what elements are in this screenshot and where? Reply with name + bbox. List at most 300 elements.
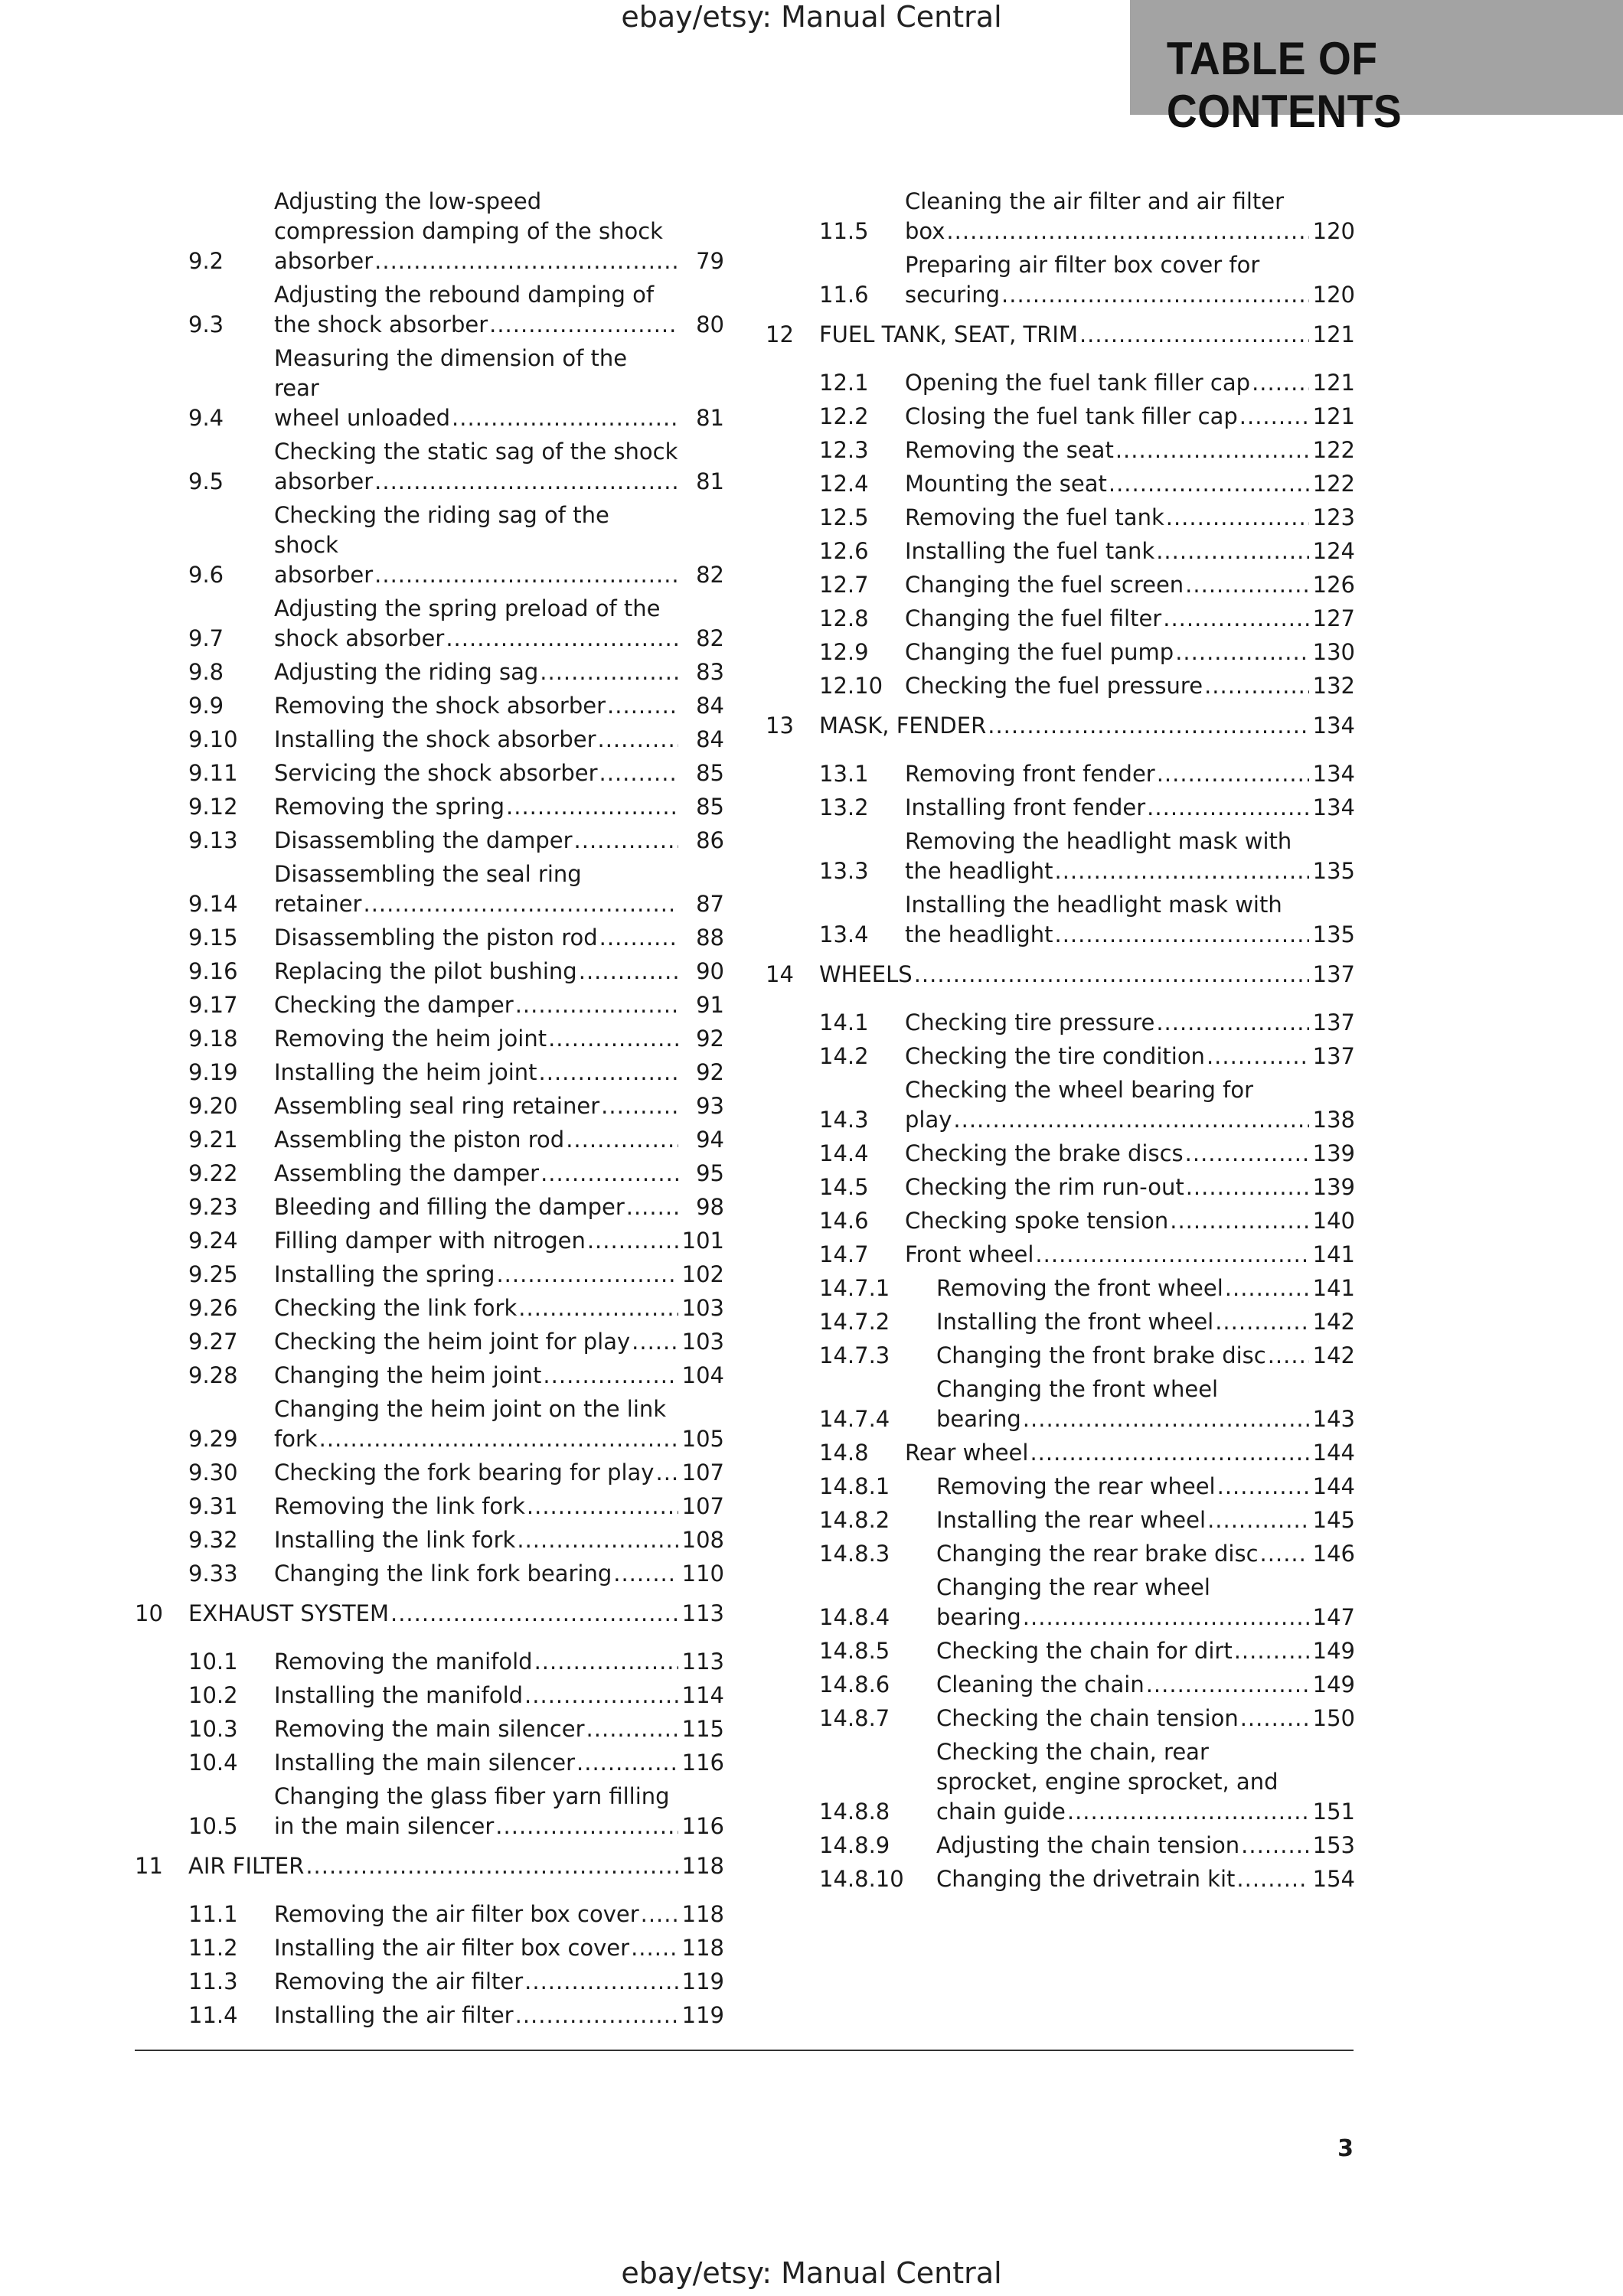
toc-entry[interactable] [135,1361,724,1391]
toc-entry[interactable] [766,638,1355,667]
toc-entry-page: 122 [1312,471,1355,497]
toc-entry-number: 9.31 [188,1493,238,1519]
toc-entry-title [274,1525,678,1555]
toc-entry-page: 147 [1312,1604,1355,1630]
toc-entry-page: 114 [681,1682,724,1708]
dot-leader [945,217,1309,246]
toc-entry[interactable] [766,793,1355,823]
dot-leader [1053,856,1309,886]
toc-entry-page: 107 [681,1493,724,1519]
toc-entry-title-line: Closing the fuel tank filler cap [905,403,1238,429]
toc-entry[interactable] [135,1125,724,1155]
toc-entry-title [188,1851,678,1881]
toc-entry[interactable] [766,1539,1355,1569]
toc-entry-title [274,1967,678,1997]
toc-chapter-entry[interactable] [766,960,1355,990]
toc-entry[interactable] [766,1172,1355,1202]
toc-entry[interactable] [766,1831,1355,1861]
toc-entry[interactable] [766,1240,1355,1270]
dot-leader [1021,1404,1309,1434]
toc-entry-title [905,1042,1309,1071]
toc-entry-title [936,1864,1309,1894]
toc-entry-page: 151 [1312,1799,1355,1825]
toc-entry[interactable] [135,1933,724,1963]
toc-entry-page: 118 [681,1853,724,1879]
dot-leader [1066,1797,1309,1827]
toc-entry-title [936,1573,1309,1632]
dot-leader [1223,1274,1309,1303]
toc-entry-title-line: Changing the fuel pump [905,639,1174,665]
toc-entry[interactable] [135,594,724,654]
toc-entry-title-line: Opening the fuel tank filler cap [905,370,1251,396]
toc-entry-title-line: Removing front fender [905,761,1155,787]
toc-entry-title-line: Installing the heim joint [274,1059,537,1085]
toc-entry[interactable] [766,759,1355,789]
toc-entry-page: 124 [1312,538,1355,564]
toc-entry-number: 9.24 [188,1228,238,1254]
toc-entry-title [274,344,678,433]
toc-entry-number: 14.7.3 [819,1342,890,1368]
toc-entry-page: 91 [696,992,724,1018]
toc-entry[interactable] [135,1559,724,1589]
toc-entry-title [936,1704,1309,1733]
toc-entry[interactable] [766,1864,1355,1894]
toc-entry-title [274,923,678,953]
toc-entry-page: 102 [681,1261,724,1287]
toc-entry-title [274,1058,678,1088]
toc-entry-title [905,1075,1309,1135]
toc-entry-title-line: EXHAUST SYSTEM [188,1600,389,1626]
toc-entry[interactable] [766,827,1355,886]
toc-entry-number: 11.3 [188,1968,238,1994]
toc-entry[interactable] [766,1375,1355,1434]
toc-entry-page: 121 [1312,403,1355,429]
toc-entry-title-line: Changing the fuel screen [905,572,1184,598]
toc-entry-title [274,1024,678,1054]
toc-entry-title-line: Installing the headlight mask with [905,892,1282,918]
toc-entry-title [819,711,1309,741]
toc-entry[interactable] [766,671,1355,701]
toc-entry[interactable] [135,1525,724,1555]
toc-entry-title-line: Removing the fuel tank [905,504,1164,530]
toc-entry-number: 10.1 [188,1649,238,1675]
dot-leader [1114,435,1309,465]
toc-entry-title-line: Checking the heim joint for play [274,1329,631,1355]
toc-entry-title-line: bearing [936,1406,1021,1432]
toc-entry[interactable] [766,1042,1355,1071]
dot-leader [1250,368,1309,398]
dot-leader [1145,1670,1309,1700]
toc-entry-title-line: Changing the rear brake disc [936,1541,1259,1567]
toc-entry-number: 14.8 [819,1440,869,1466]
toc-entry-number: 12.1 [819,370,869,396]
toc-entry-title [819,320,1309,350]
toc-entry-title [905,469,1309,499]
toc-entry-title [274,1361,678,1391]
toc-entry-title-line: Removing the headlight mask with [905,828,1292,854]
toc-entry[interactable] [135,1159,724,1189]
toc-entry-title-line: Removing the rear wheel [936,1473,1216,1499]
toc-entry-number: 9.11 [188,760,238,786]
toc-entry[interactable] [766,1505,1355,1535]
toc-entry[interactable] [135,1293,724,1323]
toc-entry-page: 142 [1312,1342,1355,1368]
dot-leader [575,1748,678,1778]
toc-chapter-entry[interactable] [766,711,1355,741]
toc-entry-page: 137 [1312,961,1355,987]
toc-entry[interactable] [766,1573,1355,1632]
toc-entry-title [905,250,1309,310]
dot-leader [654,1458,678,1488]
dot-leader [913,960,1309,990]
toc-entry-title [274,1125,678,1155]
dot-leader [361,889,678,919]
toc-entry-number: 9.3 [188,311,224,338]
toc-entry-title-line: Installing the front wheel [936,1309,1214,1335]
toc-entry-title-line: Installing the fuel tank [905,538,1155,564]
dot-leader [630,1327,678,1357]
toc-entry-title-line: Adjusting the rebound damping of [274,282,655,308]
toc-entry-page: 87 [696,891,724,917]
toc-entry[interactable] [135,1394,724,1454]
toc-entry-number: 14.5 [819,1174,869,1200]
toc-entry[interactable] [135,280,724,340]
toc-entry-number: 14.2 [819,1043,869,1069]
toc-entry-title [274,1192,678,1222]
toc-entry-page: 82 [696,625,724,651]
toc-entry[interactable] [135,1192,724,1222]
dot-leader [1259,1539,1309,1569]
toc-entry[interactable] [135,1782,724,1841]
toc-entry-title-line: Assembling the damper [274,1160,540,1186]
dot-leader [495,1260,678,1290]
toc-entry-title-line: FUEL TANK, SEAT, TRIM [819,321,1078,347]
toc-entry[interactable] [766,1737,1355,1827]
toc-entry-number: 9.8 [188,659,224,685]
toc-entry-number: 9.4 [188,405,224,431]
toc-entry-number: 9.17 [188,992,238,1018]
toc-entry-title [274,859,678,919]
toc-chapter-entry[interactable] [135,1851,724,1881]
toc-entry-title-line: AIR FILTER [188,1853,305,1879]
toc-entry-title-line: compression damping of the shock [274,218,663,244]
toc-entry[interactable] [766,1472,1355,1502]
toc-entry-title-line: Removing the main silencer [274,1716,585,1742]
toc-entry-title [274,501,678,590]
toc-entry-title-line: Checking the chain for dirt [936,1638,1233,1664]
toc-entry-title-line: bearing [936,1604,1021,1630]
toc-entry-number: 9.26 [188,1295,238,1321]
toc-entry-title-line: Checking spoke tension [905,1208,1169,1234]
toc-entry-title-line: Changing the rear wheel [936,1574,1210,1600]
toc-entry[interactable] [135,1260,724,1290]
toc-entry[interactable] [766,368,1355,398]
toc-entry[interactable] [135,691,724,721]
toc-entry[interactable] [135,1748,724,1778]
toc-entry[interactable] [135,1681,724,1711]
toc-entry-title-line: in the main silencer [274,1813,495,1839]
toc-entry[interactable] [766,402,1355,432]
toc-entry[interactable] [135,1226,724,1256]
toc-entry[interactable] [766,570,1355,600]
toc-entry-page: 150 [1312,1705,1355,1731]
toc-entry-number: 12.9 [819,639,869,665]
toc-entry[interactable] [766,1307,1355,1337]
toc-entry-title [274,1559,678,1589]
toc-entry-number: 10.5 [188,1813,238,1839]
toc-entry-title-line: Installing the shock absorber [274,726,596,752]
toc-entry-title [936,1505,1309,1535]
dot-leader [525,1492,678,1521]
toc-entry-number: 9.28 [188,1362,238,1388]
toc-entry-number: 9.19 [188,1059,238,1085]
toc-entry-page: 120 [1312,218,1355,244]
toc-entry-title-line: the headlight [905,921,1053,947]
toc-entry-title [274,1492,678,1521]
dot-leader [585,1714,678,1744]
toc-entry[interactable] [135,1091,724,1121]
toc-entry[interactable] [135,1900,724,1929]
toc-entry-title-line: absorber [274,468,374,494]
toc-entry-number: 9.18 [188,1026,238,1052]
toc-entry-title [905,1438,1309,1468]
toc-entry-title-line: Installing the air filter [274,2002,514,2028]
toc-entry-title [905,1008,1309,1038]
toc-entry-page: 85 [696,760,724,786]
toc-entry[interactable] [766,1139,1355,1169]
toc-entry-title [936,1375,1309,1434]
toc-entry-page: 86 [696,827,724,853]
dot-leader [450,403,678,433]
toc-entry-page: 84 [696,726,724,752]
toc-entry[interactable] [766,1704,1355,1733]
toc-chapter-entry[interactable] [766,320,1355,350]
toc-entry-title [274,758,678,788]
toc-entry[interactable] [135,437,724,497]
dot-leader [1021,1603,1309,1632]
toc-entry-title-line: Adjusting the riding sag [274,659,539,685]
toc-entry[interactable] [135,1327,724,1357]
toc-entry-title-line: Preparing air filter box cover for [905,252,1260,278]
toc-entry-page: 90 [696,958,724,984]
toc-entry[interactable] [135,1492,724,1521]
toc-entry[interactable] [135,923,724,953]
dot-leader [1168,1206,1309,1236]
toc-entry-number: 10.3 [188,1716,238,1742]
toc-entry-page: 118 [681,1901,724,1927]
toc-entry[interactable] [135,1458,724,1488]
toc-entry-title [274,1647,678,1677]
toc-entry-number: 14.7.4 [819,1406,890,1432]
toc-entry-number: 9.33 [188,1561,238,1587]
toc-entry-title-line: Assembling seal ring retainer [274,1093,600,1119]
toc-entry-title-line: Servicing the shock absorber [274,760,598,786]
toc-entry-page: 143 [1312,1406,1355,1432]
toc-entry[interactable] [135,1967,724,1997]
toc-entry[interactable] [135,187,724,276]
dot-leader [488,310,678,340]
toc-entry[interactable] [135,758,724,788]
toc-entry[interactable] [766,1274,1355,1303]
toc-entry-number: 14 [766,961,794,987]
toc-entry-page: 113 [681,1649,724,1675]
dot-leader [564,1125,678,1155]
toc-entry-page: 81 [696,468,724,494]
toc-entry-title-line: the headlight [905,858,1053,884]
toc-entry-number: 9.5 [188,468,224,494]
toc-entry-number: 12.5 [819,504,869,530]
watermark-top: ebay/etsy: Manual Central [621,0,1002,34]
toc-entry-title-line: Checking the riding sag of the shock [274,502,609,558]
toc-entry[interactable] [135,725,724,755]
toc-entry-number: 10.2 [188,1682,238,1708]
toc-entry-page: 79 [696,248,724,274]
dot-leader [373,560,678,590]
dot-leader [505,792,678,822]
toc-chapter-entry[interactable] [135,1599,724,1629]
toc-entry[interactable] [766,503,1355,533]
toc-entry-title [274,957,678,987]
toc-entry[interactable] [135,344,724,433]
toc-entry-number: 14.8.7 [819,1705,890,1731]
toc-entry-number: 14.8.9 [819,1832,890,1858]
toc-entry-title [274,437,678,497]
toc-entry-title [274,1260,678,1290]
toc-entry-page: 144 [1312,1440,1355,1466]
toc-entry-title [905,1206,1309,1236]
toc-entry[interactable] [766,1438,1355,1468]
toc-entry-page: 107 [681,1459,724,1486]
toc-entry-number: 11.5 [819,218,869,244]
dot-leader [612,1559,678,1589]
toc-entry[interactable] [135,792,724,822]
toc-entry-number: 14.8.4 [819,1604,890,1630]
toc-entry[interactable] [766,469,1355,499]
toc-entry[interactable] [135,501,724,590]
toc-entry-page: 123 [1312,504,1355,530]
dot-leader [1053,920,1309,950]
toc-entry-title-line: Changing the front brake disc [936,1342,1266,1368]
toc-entry-title-line: Checking the chain, rear [936,1739,1209,1765]
toc-entry-title [936,1831,1309,1861]
toc-entry-number: 12.3 [819,437,869,463]
dot-leader [596,725,679,755]
toc-entry[interactable] [135,1058,724,1088]
toc-entry-number: 14.7.1 [819,1275,890,1301]
toc-entry[interactable] [135,990,724,1020]
toc-entry-title-line: chain guide [936,1799,1066,1825]
toc-entry-page: 119 [681,2002,724,2028]
toc-entry[interactable] [135,1714,724,1744]
toc-entry-page: 132 [1312,673,1355,699]
toc-entry-number: 9.2 [188,248,224,274]
toc-entry-title [274,1293,678,1323]
toc-entry-page: 113 [681,1600,724,1626]
toc-entry[interactable] [766,187,1355,246]
toc-entry-title [274,691,678,721]
toc-entry[interactable] [135,2001,724,2030]
toc-entry-title [905,1172,1309,1202]
toc-entry[interactable] [135,859,724,919]
toc-entry[interactable] [135,826,724,856]
toc-entry-number: 14.8.2 [819,1507,890,1533]
dot-leader [1203,671,1309,701]
toc-entry-page: 121 [1312,321,1355,347]
toc-entry-number: 9.9 [188,693,224,719]
toc-entry-title [274,792,678,822]
dot-leader [1238,402,1309,432]
toc-entry-title [905,793,1309,823]
toc-entry-page: 139 [1312,1140,1355,1166]
dot-leader [533,1647,678,1677]
toc-entry[interactable] [135,1647,724,1677]
toc-entry-title [936,1472,1309,1502]
toc-entry-number: 13.4 [819,921,869,947]
toc-entry-title [905,570,1309,600]
toc-entry-number: 10 [135,1600,163,1626]
toc-entry-title-line: securing [905,282,1001,308]
toc-entry-title [905,435,1309,465]
toc-entry-page: 154 [1312,1866,1355,1892]
toc-entry-page: 104 [681,1362,724,1388]
toc-entry-title-line: MASK, FENDER [819,713,987,739]
toc-entry-title [905,187,1309,246]
toc-entry[interactable] [135,657,724,687]
toc-entry-page: 153 [1312,1832,1355,1858]
dot-leader [514,990,678,1020]
toc-entry-number: 14.8.5 [819,1638,890,1664]
toc-entry-title-line: Changing the link fork bearing [274,1561,612,1587]
toc-entry[interactable] [766,1206,1355,1236]
toc-entry[interactable] [766,1341,1355,1371]
dot-leader [1233,1636,1309,1666]
toc-entry-page: 135 [1312,858,1355,884]
toc-entry[interactable] [766,890,1355,950]
dot-leader [389,1599,678,1629]
toc-entry[interactable] [135,1024,724,1054]
dot-leader [1184,1172,1309,1202]
toc-entry[interactable] [135,957,724,987]
toc-entry-title-line: Checking the damper [274,992,514,1018]
dot-leader [1154,1008,1309,1038]
toc-entry[interactable] [766,1008,1355,1038]
toc-entry[interactable] [766,435,1355,465]
toc-entry-title-line: Adjusting the low-speed [274,188,542,214]
toc-entry-title-line: Rear wheel [905,1440,1029,1466]
toc-entry-title [274,725,678,755]
toc-entry-number: 12 [766,321,794,347]
toc-entry[interactable] [766,1670,1355,1700]
toc-entry-number: 12.7 [819,572,869,598]
toc-entry[interactable] [766,1636,1355,1666]
toc-entry-title-line: Installing the manifold [274,1682,524,1708]
toc-entry[interactable] [766,604,1355,634]
toc-entry-number: 9.6 [188,562,224,588]
toc-entry-number: 14.7 [819,1241,869,1267]
toc-entry-title [274,1900,678,1929]
toc-entry[interactable] [766,536,1355,566]
toc-entry-number: 9.22 [188,1160,238,1186]
dot-leader [373,467,678,497]
toc-entry-title-line: absorber [274,562,374,588]
dot-leader [515,1525,678,1555]
dot-leader [1174,638,1309,667]
toc-entry-title [274,1226,678,1256]
toc-entry[interactable] [766,250,1355,310]
toc-entry-number: 14.3 [819,1107,869,1133]
toc-entry[interactable] [766,1075,1355,1135]
dot-leader [1107,469,1309,499]
